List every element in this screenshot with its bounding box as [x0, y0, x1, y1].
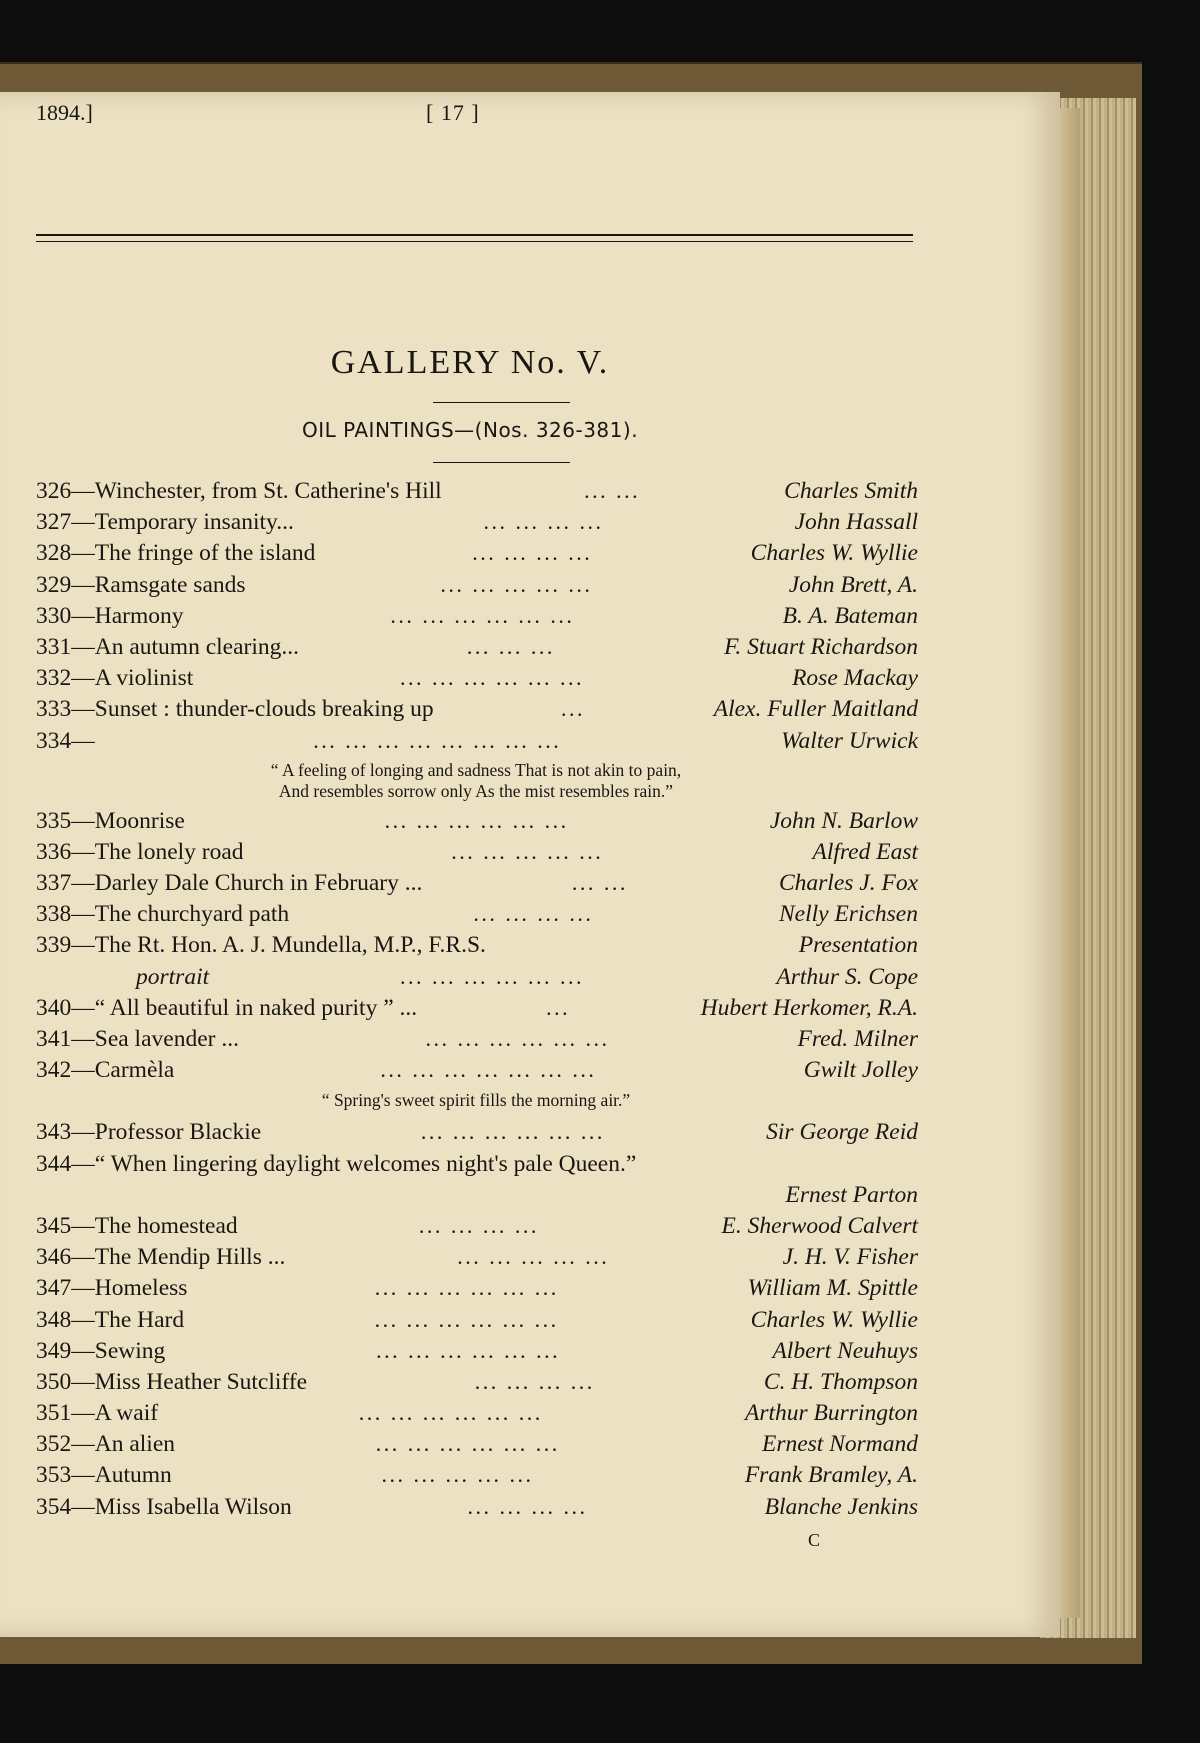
- list-item: 332—A violinist ... ... ... ... ... ... Rose Mackay: [36, 665, 918, 692]
- list-item: 337—Darley Dale Church in February ... ... ... Charles J. Fox: [36, 870, 918, 897]
- list-item: 331—An autumn clearing... ... ... ... F. Stuart Richardson: [36, 633, 918, 660]
- section-subtitle: OIL PAINTINGS—(Nos. 326-381).: [301, 418, 639, 442]
- list-item: 347—Homeless ... ... ... ... ... ... William M. Spittle: [36, 1275, 918, 1302]
- page-content: [0, 92, 1060, 1637]
- list-item: 338—The churchyard path ... ... ... ... Nelly Erichsen: [36, 901, 918, 928]
- list-item: 330—Harmony ... ... ... ... ... ... B. A. Bateman: [36, 602, 918, 629]
- running-head-year: 1894.]: [36, 100, 93, 125]
- list-item: 339—The Rt. Hon. A. J. Mundella, M.P., F.R.S. Presentation: [36, 932, 918, 959]
- list-item: 336—The lonely road ... ... ... ... ... Alfred East: [36, 838, 918, 865]
- list-item: 328—The fringe of the island ... ... ... ... Charles W. Wyllie: [36, 540, 918, 567]
- quotation: “ Spring's sweet spirit fills the morning air.”: [321, 1090, 631, 1111]
- list-item: 329—Ramsgate sands ... ... ... ... ... John Brett, A.: [36, 571, 918, 598]
- list-item: 348—The Hard ... ... ... ... ... ... Charles W. Wyllie: [36, 1306, 918, 1333]
- quotation: [96, 759, 856, 808]
- catalogue-list: [36, 478, 918, 1525]
- list-item: 334— ... ... ... ... ... ... ... ... Walter Urwick: [36, 727, 918, 754]
- signature-mark: C: [808, 1530, 821, 1550]
- page-title: GALLERY No. V.: [330, 344, 610, 381]
- list-item: 354—Miss Isabella Wilson ... ... ... ... Blanche Jenkins: [36, 1493, 918, 1520]
- list-item: 353—Autumn ... ... ... ... ... Frank Bramley, A.: [36, 1462, 918, 1489]
- list-item: 351—A waif ... ... ... ... ... ... Arthur Burrington: [36, 1400, 918, 1427]
- list-item: 346—The Mendip Hills ... ... ... ... ... ... J. H. V. Fisher: [36, 1244, 918, 1271]
- list-item: 333—Sunset : thunder-clouds breaking up ... Alex. Fuller Maitland: [36, 696, 918, 723]
- list-item: 342—Carmèla ... ... ... ... ... ... ... Gwilt Jolley: [36, 1057, 918, 1084]
- list-item: 340—“ All beautiful in naked purity ” ... ... Hubert Herkomer, R.A.: [36, 994, 918, 1021]
- quotation-line: And resembles sorrow only As the mist resembles rain.”: [278, 780, 674, 801]
- title-rule: [433, 402, 570, 403]
- list-item: 344—“ When lingering daylight welcomes night's pale Queen.”: [36, 1150, 637, 1177]
- list-item: 335—Moonrise ... ... ... ... ... ... John N. Barlow: [36, 807, 918, 834]
- list-item: 350—Miss Heather Sutcliffe ... ... ... ... C. H. Thompson: [36, 1368, 918, 1395]
- list-item: 326—Winchester, from St. Catherine's Hill ... ... Charles Smith: [36, 478, 918, 504]
- header-rule: [36, 234, 913, 242]
- running-head: [36, 100, 916, 130]
- list-item: 345—The homestead ... ... ... ... E. Sherwood Calvert: [36, 1212, 918, 1239]
- list-item: 352—An alien ... ... ... ... ... ... Ernest Normand: [36, 1431, 918, 1458]
- list-item-continuation: portrait ... ... ... ... ... ... Arthur S. Cope: [136, 963, 918, 990]
- list-item-artist: Ernest Parton: [785, 1181, 918, 1208]
- list-item: 349—Sewing ... ... ... ... ... ... Albert Neuhuys: [36, 1337, 918, 1364]
- list-item: 341—Sea lavender ... ... ... ... ... ... ... Fred. Milner: [36, 1026, 918, 1052]
- subtitle-rule: [433, 462, 570, 463]
- list-item: 327—Temporary insanity... ... ... ... ... John Hassall: [36, 509, 918, 536]
- page-number: [ 17 ]: [426, 100, 480, 125]
- quotation-line: “ A feeling of longing and sadness That is not akin to pain,: [270, 759, 682, 780]
- book-page: [0, 92, 1060, 1637]
- list-item: 343—Professor Blackie ... ... ... ... ... ... Sir George Reid: [36, 1119, 918, 1146]
